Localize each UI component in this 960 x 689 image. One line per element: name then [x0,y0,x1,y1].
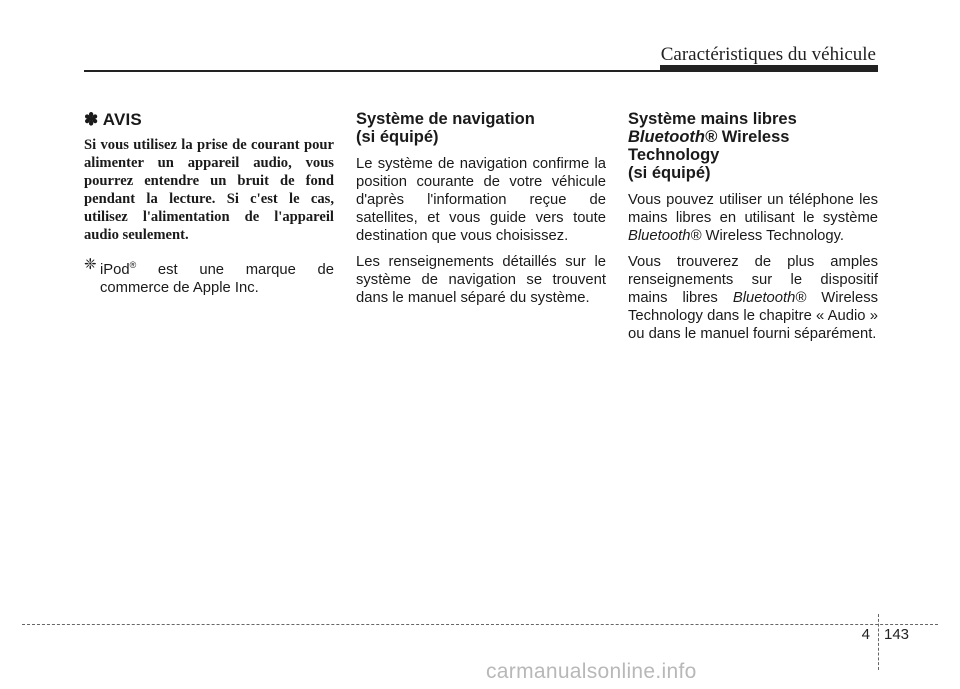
handsfree-heading-line1: Système mains libres [628,110,797,128]
page-number: 143 [884,626,910,643]
handsfree-heading-bluetooth: Bluetooth® [628,128,718,146]
handsfree-p2-post: Wireless Technology dans le chapitre « Audio » ou dans le manuel fourni séparément. [628,290,878,342]
footer-rule [22,624,938,625]
navigation-heading-line2: (si équipé) [356,128,439,146]
handsfree-paragraph-2 [628,253,878,343]
column-left [84,110,334,297]
note-asterisk-icon: ❈ [84,257,97,273]
handsfree-heading [628,110,878,182]
trademark-note-body: est une marque de commerce de Apple Inc. [100,261,334,296]
handsfree-heading-line3: (si équipé) [628,164,711,182]
asterisk-icon: ✽ [84,110,99,129]
navigation-heading [356,110,606,146]
footer-divider [878,614,879,670]
trademark-note [84,256,334,297]
navigation-paragraph-1: Le système de navigation confirme la position courante de votre véhicule d'après l'information reçue de satellites, et vous guide vers toute destination que vous choisissez. [356,156,606,244]
handsfree-paragraph-1 [628,191,878,245]
navigation-heading-line1: Système de navigation [356,110,535,128]
column-right [628,110,878,351]
registered-mark: ® [129,260,137,270]
avis-heading [84,110,334,130]
handsfree-p1-pre: Vous pouvez utiliser un téléphone les mains libres en utilisant le système [628,192,878,226]
ipod-brand: iPod [100,261,130,278]
watermark: carmanualsonline.info [486,660,697,683]
trademark-note-text [100,256,334,297]
avis-text: Si vous utilisez la prise de courant pour alimenter un appareil audio, vous pourrez entendre un bruit de fond pendant la lecture. Si c'est le cas, utilisez l'alimentation de l'appareil audio seulement. [84,137,334,243]
handsfree-p1-post: Wireless Technology. [701,228,844,244]
handsfree-p1-bluetooth: Bluetooth® [628,228,702,244]
column-middle [356,110,606,315]
avis-title: AVIS [102,110,142,129]
handsfree-p2-pre: Vous trouverez de plus amples renseignements sur le dispositif mains libres [628,254,878,306]
handsfree-p2-bluetooth: Bluetooth® [732,290,807,306]
header-rule-accent [660,65,878,72]
navigation-paragraph-2: Les renseignements détaillés sur le système de navigation se trouvent dans le manuel séparé du système. [356,254,606,306]
handsfree-heading-line2: Wireless Technology [628,128,790,164]
chapter-number: 4 [861,626,870,643]
page-header-title: Caractéristiques du véhicule [660,44,876,65]
